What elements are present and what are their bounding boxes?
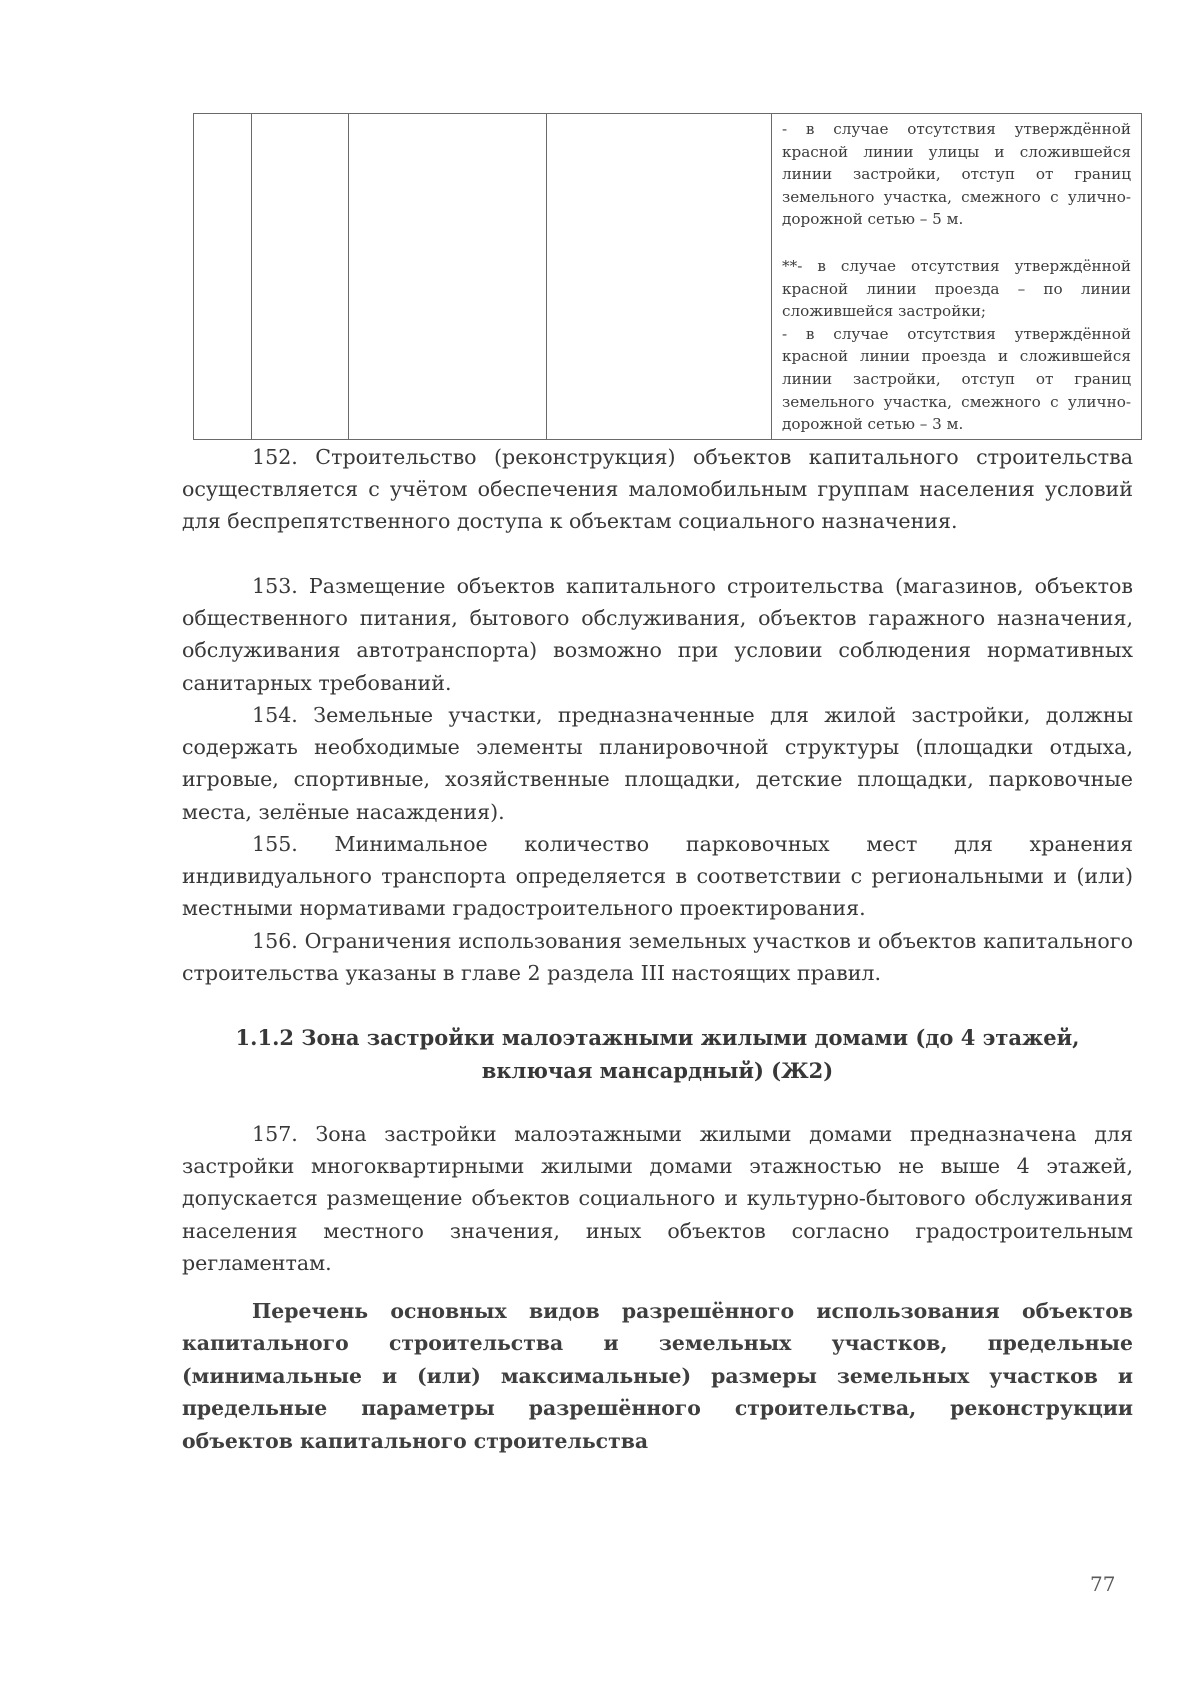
table-column-1 xyxy=(194,114,252,439)
table-note-1: - в случае отсутствия утверждённой красной линии улицы и сложившейся линии застройки, отступ от границ земельного участка, смежного с улично-дорожной сетью – 5 м. xyxy=(782,120,1131,229)
table-column-2 xyxy=(252,114,349,439)
paragraph-155: 155. Минимальное количество парковочных мест для хранения индивидуального транспорта определяется в соответствии с региональными и (или) местными нормативами градостроительного проектирования. xyxy=(182,832,1133,921)
paragraph-156: 156. Ограничения использования земельных участков и объектов капитального строительства указаны в главе 2 раздела III настоящих правил. xyxy=(182,929,1133,986)
table-column-4 xyxy=(547,114,772,439)
page-number: 77 xyxy=(1090,1572,1116,1596)
paragraph-153: 153. Размещение объектов капитального строительства (магазинов, объектов общественного питания, бытового обслуживания, объектов гаражного назначения, обслуживания автотранспорта) возможно при условии соблюдения нормативных санитарных требований. xyxy=(182,574,1133,695)
table-note-3: - в случае отсутствия утверждённой красной линии проезда и сложившейся линии застройки, отступ от границ земельного участка, смежного с улично-дорожной сетью – 3 м. xyxy=(782,324,1131,434)
paragraph-154: 154. Земельные участки, предназначенные для жилой застройки, должны содержать необходимые элементы планировочной структуры (площадки отдыха, игровые, спортивные, хозяйственные площадки, детские площадки, парковочные места, зелёные насаждения). xyxy=(182,703,1133,824)
section-heading xyxy=(182,1021,1133,1087)
table-note-2: **- в случае отсутствия утверждённой красной линии проезда – по линии сложившейся застройки; xyxy=(782,256,1131,321)
paragraph-152: 152. Строительство (реконструкция) объектов капитального строительства осуществляется с учётом обеспечения маломобильным группам населения условий для беспрепятственного доступа к объектам социального назначения. xyxy=(182,445,1133,534)
table-column-notes xyxy=(772,114,1141,439)
table-column-3 xyxy=(349,114,547,439)
permitted-use-list-heading: Перечень основных видов разрешённого использования объектов капитального строительства и земельных участков, предельные (минимальные и (или) максимальные) размеры земельных участков и предельные параметры разрешённого строительства, реконструкции объектов капитального строительства xyxy=(182,1299,1133,1453)
section-heading-line-2: включая мансардный) (Ж2) xyxy=(481,1058,834,1083)
section-heading-line-1: 1.1.2 Зона застройки малоэтажными жилыми домами (до 4 этажей, xyxy=(235,1025,1080,1050)
paragraph-157: 157. Зона застройки малоэтажными жилыми домами предназначена для застройки многоквартирными жилыми домами этажностью не выше 4 этажей, допускается размещение объектов социального и культурно-бытового обслуживания населения местного значения, иных объектов согласно градостроительным регламентам. xyxy=(182,1122,1133,1275)
regulation-table-fragment xyxy=(193,113,1142,440)
